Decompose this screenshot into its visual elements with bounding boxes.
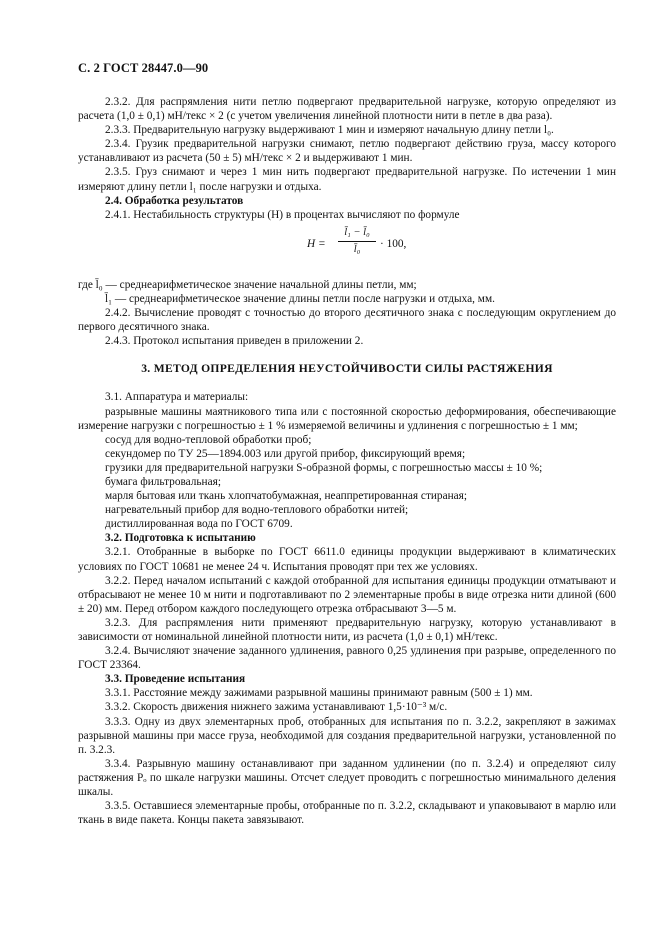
formula-fraction xyxy=(338,226,376,257)
para-3-2-2: 3.2.2. Перед началом испытаний с каждой отобранной для испытания единицы продукции отматывают и отбрасывают не менее 10 м нити и подготавливают по 2 элементарные пробы в виде отрезка нити длиной (600 ± 20) мм. Перед отбором каждого последующего отрезка отбрасывают 3—5 м. xyxy=(78,574,616,615)
page-header: С. 2 ГОСТ 28447.0—90 xyxy=(78,61,209,75)
section-3-title: 3. МЕТОД ОПРЕДЕЛЕНИЯ НЕУСТОЙЧИВОСТИ СИЛЫ РАСТЯЖЕНИЯ xyxy=(141,362,553,376)
para-3-3-4: 3.3.4. Разрывную машину останавливают при заданном удлинении (по п. 3.2.4) и определяют силу растяжения Pₒ по шкале нагрузки машины. Отсчет следует проводить с погрешностью минимального деления шкалы. xyxy=(78,757,616,799)
where-l0: где l̄₀ — среднеарифметическое значение начальной длины петли, мм; xyxy=(78,278,417,291)
list-item: сосуд для водно-тепловой обработки проб; xyxy=(105,433,312,446)
formula-lhs: H = xyxy=(307,237,326,250)
list-item: грузики для предварительной нагрузки S-образной формы, с погрешностью массы ± 10 %; xyxy=(105,461,543,474)
para-3-2-4: 3.2.4. Вычисляют значение заданного удлинения, равного 0,25 удлинения при разрыве, определенного по ГОСТ 23364. xyxy=(78,645,616,672)
formula-numerator: l̄₁ − l̄₀ xyxy=(338,226,376,242)
para-2-3-4: 2.3.4. Грузик предварительной нагрузки снимают, петлю подвергают действию груза, массу которого устанавливают из расчета (50 ± 5) мН/текс × 2 и выдерживают 1 мин. xyxy=(78,138,616,165)
para-3-3-3: 3.3.3. Одну из двух элементарных проб, отобранных для испытания по п. 3.2.2, закрепляют в зажимах разрывной машины при массе груза, необходимой для создания предварительной нагрузки, установленной по п. 3.2.3. xyxy=(78,715,616,756)
para-2-4-3: 2.4.3. Протокол испытания приведен в приложении 2. xyxy=(105,335,364,348)
para-3-3-2: 3.3.2. Скорость движения нижнего зажима устанавливают 1,5·10⁻³ м/с. xyxy=(105,701,448,714)
para-3-3-1: 3.3.1. Расстояние между зажимами разрывной машины принимают равным (500 ± 1) мм. xyxy=(105,687,533,700)
heading-3-3: 3.3. Проведение испытания xyxy=(105,673,246,686)
document-body xyxy=(78,95,616,827)
formula-denominator: l̄₀ xyxy=(353,243,361,255)
para-2-4-1: 2.4.1. Нестабильность структуры (H) в процентах вычисляют по формуле xyxy=(105,208,460,221)
list-item: дистиллированная вода по ГОСТ 6709. xyxy=(105,518,293,531)
where-l1: l̄₁ — среднеарифметическое значение длины петли после нагрузки и отдыха, мм. xyxy=(105,292,495,305)
list-item: нагревательный прибор для водно-теплового обработки нитей; xyxy=(105,504,409,517)
para-2-3-5: 2.3.5. Груз снимают и через 1 мин нить подвергают предварительной нагрузке. По истечении 1 мин измеряют длину петли l₁ после нагрузки и отдыха. xyxy=(78,166,616,193)
formula-h xyxy=(78,226,616,272)
list-item: марля бытовая или ткань хлопчатобумажная, неаппретированная стираная; xyxy=(105,490,467,503)
list-item: секундомер по ТУ 25—1894.003 или другой прибор, фиксирующий время; xyxy=(105,447,466,460)
para-2-3-3: 2.3.3. Предварительную нагрузку выдерживают 1 мин и измеряют начальную длину петли l₀. xyxy=(105,124,554,137)
para-3-2-3: 3.2.3. Для распрямления нити применяют предварительную нагрузку, которую устанавливают в зависимости от номинальной линейной плотности нити, из расчета (1,0 ± 0,1) мН/текс. xyxy=(78,616,616,643)
list-item: разрывные машины маятникового типа или с постоянной скоростью деформирования, обеспечивающие измерение нагрузки с погрешностью ± 1 % измеряемой величины и удлинения с погрешностью ± 1 мм; xyxy=(78,405,616,432)
heading-2-4: 2.4. Обработка результатов xyxy=(105,194,244,207)
list-item: бумага фильтровальная; xyxy=(105,475,221,488)
para-3-3-5: 3.3.5. Оставшиеся элементарные пробы, отобранные по п. 3.2.2, складывают и упаковывают в марлю или ткань в виде пакета. Концы пакета завязывают. xyxy=(78,800,616,827)
para-2-3-2: 2.3.2. Для распрямления нити петлю подвергают предварительной нагрузке, которую определяют из расчета (1,0 ± 0,1) мН/текс × 2 (с учетом увеличения линейной плотности нити в петле в два раза). xyxy=(78,96,616,123)
para-3-2-1: 3.2.1. Отобранные в выборке по ГОСТ 6611.0 единицы продукции выдерживают в климатических условиях по ГОСТ 10681 не менее 24 ч. Испытания проводят при тех же условиях. xyxy=(78,546,616,573)
para-2-4-2: 2.4.2. Вычисление проводят с точностью до второго десятичного знака с последующим округлением до первого десятичного знака. xyxy=(78,307,616,334)
para-3-1: 3.1. Аппаратура и материалы: xyxy=(105,391,249,404)
heading-3-2: 3.2. Подготовка к испытанию xyxy=(105,532,256,545)
formula-rhs: · 100, xyxy=(380,237,407,250)
